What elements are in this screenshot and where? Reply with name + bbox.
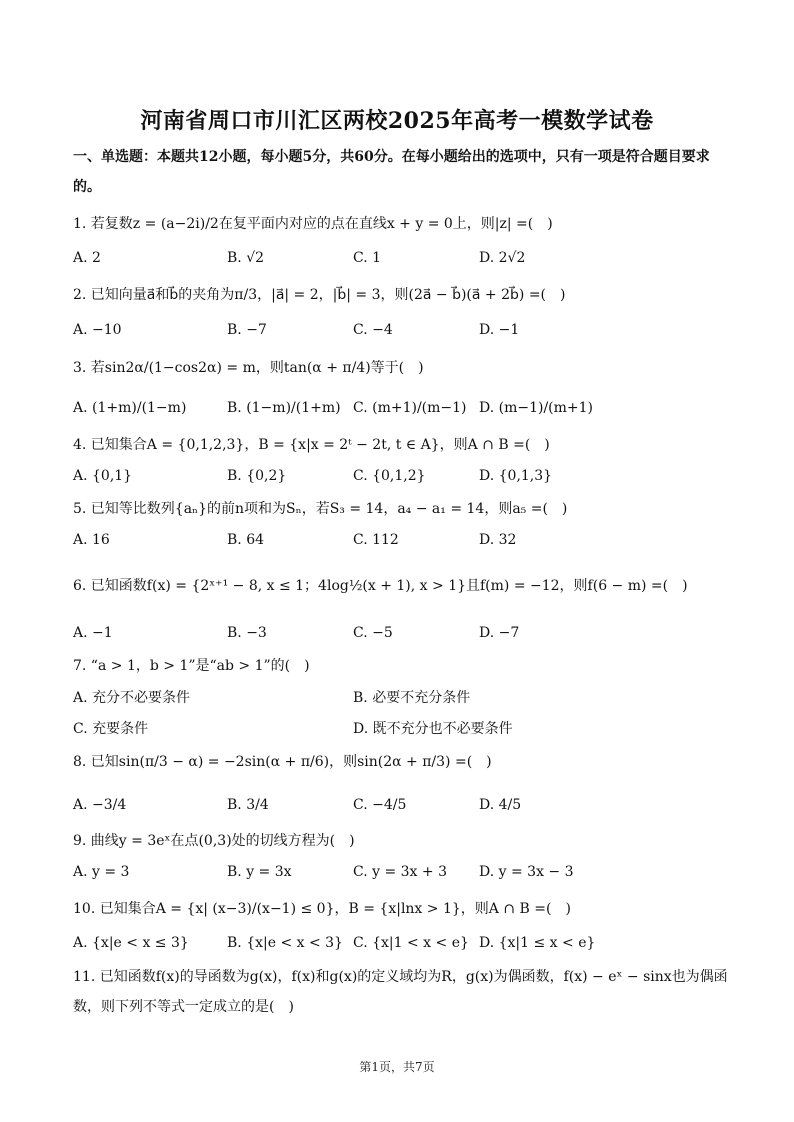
option-b: B. 64 (227, 532, 265, 548)
option-d: D. {0,1,3} (479, 468, 553, 484)
option-c: C. {x|1 < x < e} (353, 935, 469, 951)
option-b: B. {0,2} (227, 468, 287, 484)
option-d: D. {x|1 ≤ x < e} (479, 935, 596, 951)
option-a: A. −10 (73, 322, 122, 338)
option-c: C. −4 (353, 322, 393, 338)
page-title: 河南省周口市川汇区两校2025年高考一模数学试卷 (140, 108, 654, 134)
options-1 (73, 250, 754, 272)
options-10 (73, 935, 754, 957)
options-2 (73, 322, 754, 344)
option-b: B. {x|e < x < 3} (227, 935, 343, 951)
option-b: B. (1−m)/(1+m) (227, 400, 341, 416)
question-11: 11. 已知函数f(x)的导函数为g(x)，f(x)和g(x)的定义域均为R，g(x)为偶函数，f(x) − eˣ − sinx也为偶函数，则下列不等式一定成立的是( ) (73, 969, 728, 1015)
option-b: B. −3 (227, 625, 267, 641)
option-a: A. {x|e < x ≤ 3} (73, 935, 189, 951)
page-footer: 第1页，共7页 (359, 1060, 435, 1074)
option-b: B. y = 3x (227, 864, 292, 880)
option-c: C. 充要条件 (73, 721, 149, 737)
option-d: D. (m−1)/(m+1) (479, 400, 594, 416)
option-d: D. y = 3x − 3 (479, 864, 574, 880)
options-7-row2 (73, 718, 754, 740)
options-5 (73, 532, 754, 554)
question-10: 10. 已知集合A = {x| (x−3)/(x−1) ≤ 0}，B = {x|lnx > 1}，则A ∩ B =( ) (73, 901, 571, 917)
option-a: A. y = 3 (73, 864, 130, 880)
option-b: B. 必要不充分条件 (353, 690, 471, 706)
option-c: C. {0,1,2} (353, 468, 426, 484)
question-7: 7. “a > 1，b > 1”是“ab > 1”的( ) (73, 658, 310, 674)
option-a: A. 2 (73, 250, 101, 266)
option-c: C. (m+1)/(m−1) (353, 400, 467, 416)
option-d: D. −7 (479, 625, 520, 641)
option-c: C. y = 3x + 3 (353, 864, 447, 880)
option-a: A. {0,1} (73, 468, 133, 484)
options-7-row1 (73, 687, 754, 709)
question-5: 5. 已知等比数列{aₙ}的前n项和为Sₙ，若S₃ = 14，a₄ − a₁ = 14，则a₅ =( ) (73, 501, 568, 517)
question-1: 1. 若复数z = (a−2i)/2在复平面内对应的点在直线x + y = 0上，则|z| =( ) (73, 216, 553, 232)
options-4 (73, 468, 754, 490)
option-c: C. −4/5 (353, 797, 407, 813)
option-a: A. −1 (73, 625, 113, 641)
options-8 (73, 797, 754, 819)
options-3 (73, 400, 754, 422)
options-9 (73, 864, 754, 886)
option-b: B. 3/4 (227, 797, 269, 813)
question-9: 9. 曲线y = 3eˣ在点(0,3)处的切线方程为( ) (73, 833, 355, 849)
option-d: D. 4/5 (479, 797, 522, 813)
option-b: B. −7 (227, 322, 267, 338)
option-b: B. √2 (227, 250, 265, 266)
question-2: 2. 已知向量a⃗和b⃗的夹角为π/3，|a⃗| = 2，|b⃗| = 3，则(2a⃗ − b⃗)(a⃗ + 2b⃗) =( ) (73, 287, 566, 303)
question-8: 8. 已知sin(π/3 − α) = −2sin(α + π/6)，则sin(2α + π/3) =( ) (73, 754, 492, 770)
option-a: A. −3/4 (73, 797, 127, 813)
question-4: 4. 已知集合A = {0,1,2,3}，B = {x|x = 2ᵗ − 2t, t ∈ A}，则A ∩ B =( ) (73, 437, 550, 453)
option-c: C. −5 (353, 625, 393, 641)
option-d: D. 32 (479, 532, 517, 548)
option-a: A. (1+m)/(1−m) (73, 400, 187, 416)
options-6 (73, 625, 754, 647)
option-c: C. 1 (353, 250, 382, 266)
section-heading: 一、单选题：本题共12小题，每小题5分，共60分。在每小题给出的选项中，只有一项是符合题目要求的。 (73, 149, 710, 195)
option-d: D. 2√2 (479, 250, 526, 266)
option-d: D. −1 (479, 322, 520, 338)
option-d: D. 既不充分也不必要条件 (353, 721, 513, 737)
option-c: C. 112 (353, 532, 399, 548)
option-a: A. 16 (73, 532, 110, 548)
question-3: 3. 若sin2α/(1−cos2α) = m，则tan(α + π/4)等于( ) (73, 360, 424, 376)
option-a: A. 充分不必要条件 (73, 690, 191, 706)
question-6: 6. 已知函数f(x) = {2ˣ⁺¹ − 8, x ≤ 1；4log½(x + 1), x > 1}且f(m) = −12，则f(6 − m) =( ) (73, 578, 688, 594)
